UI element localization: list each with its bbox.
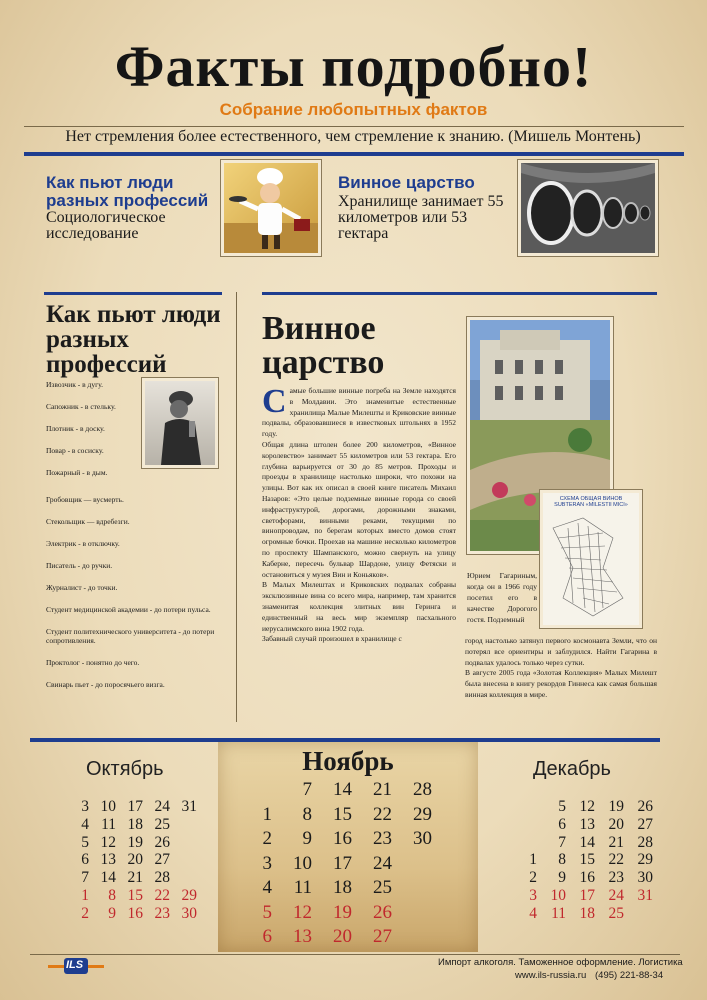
professions-rule (44, 292, 222, 295)
quote-line: Нет стремления более естественного, чем стремление к знанию. (Мишель Монтень) (65, 128, 641, 145)
calendar-empty-cell (508, 834, 537, 852)
profession-item: Пожарный - в дым. (46, 468, 108, 477)
calendar-day[interactable]: 16 (579, 869, 595, 887)
calendar-empty-cell (392, 925, 432, 950)
october-title: Октябрь (86, 758, 164, 780)
calendar-day[interactable]: 13 (100, 851, 116, 869)
chef-icon (224, 163, 318, 253)
calendar-day[interactable]: 31 (181, 798, 197, 815)
professions-list-top (46, 380, 138, 490)
calendar-week-row (232, 778, 432, 803)
profession-item: Извозчик - в дугу. (46, 380, 104, 389)
wine-paragraph-4: Забавный случай произошел в хранилище с (262, 634, 402, 644)
profession-item: Повар - в сосиску. (46, 446, 104, 455)
calendar-day[interactable]: 7 (558, 833, 566, 851)
calendar-day[interactable]: 16 (127, 904, 143, 922)
calendar-empty-cell (508, 816, 537, 834)
november-title: Ноябрь (302, 746, 394, 776)
calendar-day[interactable]: 10 (293, 852, 312, 874)
wine-rule (262, 292, 657, 295)
calendar-day[interactable]: 11 (551, 904, 566, 922)
calendar-day[interactable]: 22 (373, 803, 392, 825)
wine-right-paragraph-1: город настолько затянул первого космонавта Земли, что он потерял все ориентиры и заблудился. Найти Гагарина в подвалах удалось только через сутки. (465, 636, 657, 667)
calendar-day[interactable]: 23 (154, 904, 170, 922)
calendar-day[interactable]: 19 (127, 833, 143, 851)
profession-item: Студент политехнического университета - до потери сопротивления. (46, 627, 215, 645)
profession-item: Проктолог - понятно до чего. (46, 658, 140, 667)
calendar-week-row (508, 851, 653, 869)
profession-item: Сапожник - в стельку. (46, 402, 116, 411)
calendar-day[interactable]: 19 (333, 901, 352, 923)
calendar-day[interactable]: 26 (373, 901, 392, 923)
calendar-week-row (232, 827, 432, 852)
drinker-photo (142, 378, 218, 468)
calendar-week-row (62, 834, 197, 852)
calendar-day[interactable]: 22 (608, 851, 624, 869)
calendar-day[interactable]: 7 (81, 869, 89, 887)
calendar-empty-cell (170, 851, 197, 869)
calendar-day[interactable]: 24 (154, 798, 170, 815)
calendar-day[interactable]: 21 (608, 833, 624, 851)
december-grid (508, 798, 653, 923)
calendar-day[interactable]: 23 (608, 869, 624, 887)
profession-item: Стекольщик — вдребезги. (46, 517, 130, 526)
calendar-day[interactable]: 27 (373, 926, 392, 947)
calendar-day[interactable]: 11 (293, 877, 312, 898)
cellar-map (540, 490, 642, 628)
calendar-day[interactable]: 28 (413, 779, 432, 800)
calendar-day[interactable]: 6 (558, 815, 566, 833)
barrels-icon (521, 163, 655, 253)
calendar-day[interactable]: 25 (608, 904, 624, 922)
drop-cap: С (262, 386, 287, 420)
calendar-day[interactable]: 1 (529, 851, 537, 869)
calendar-day[interactable]: 27 (154, 851, 170, 869)
calendar-day[interactable]: 9 (558, 869, 566, 887)
profession-item: Писатель - до ручки. (46, 561, 113, 570)
footer-services: Импорт алкоголя. Таможенное оформление. Логистика (438, 957, 683, 968)
calendar-day[interactable]: 6 (262, 926, 272, 947)
calendar-day[interactable]: 15 (579, 851, 595, 869)
calendar-day[interactable]: 18 (333, 877, 352, 898)
calendar-day[interactable]: 21 (127, 869, 143, 887)
wine-paragraph-2: Общая длина штолен более 200 километров, «Винное королевство» занимает 55 километров или 53 гектара. Его глубина варьируется от 30 до 85 метров. Проходы и проезды в хранилище настолько широки, что похожи на улицы. Вот как их описал в своей книге писатель Михаил Назаров: «Это целые подземные винные города со своей инфраструктурой, дорогами, дорожными знаками, светофорами, винными реками, текущими по винопроводам, по берегам которых вместо домов стоят огромные бочки. Проехав на машине несколько километров по проспекту Шампанского, можно свернуть на улицу Каберне, пересечь бульвар Шардоне, улицу Фетяски и остановиться у музея Вин и Коньяков». (262, 439, 456, 579)
professions-list-bottom (46, 495, 221, 702)
calendar-day[interactable]: 12 (579, 798, 595, 815)
calendar-week-row (232, 925, 432, 950)
wine-paragraph-1: Самые большие винные погреба на Земле находятся в Молдавии. Это знаменитые естественные хранилища Малые Милешты и Криковские винные подвалы, образовавшиеся в известковых штольнях в 1952 году. (262, 386, 456, 439)
calendar-day[interactable]: 14 (333, 779, 352, 800)
calendar-day[interactable]: 17 (127, 798, 143, 815)
calendar-day[interactable]: 12 (100, 833, 116, 851)
calendar-day[interactable]: 19 (608, 798, 624, 815)
page-title: Факты подробно! (114, 34, 593, 99)
calendar-day[interactable]: 22 (154, 886, 170, 904)
calendar-day[interactable]: 25 (373, 877, 392, 898)
calendar-day[interactable]: 16 (333, 828, 352, 849)
calendar-week-row (62, 851, 197, 869)
calendar-day[interactable]: 5 (262, 901, 272, 923)
profession-item: Электрик - в отключку. (46, 539, 120, 548)
calendar-week-row (508, 869, 653, 887)
calendar-week-row (508, 816, 653, 834)
calendar-week-row (508, 905, 653, 923)
calendar-empty-cell (624, 905, 653, 923)
page-subtitle: Собрание любопытных фактов (219, 100, 488, 119)
calendar-day[interactable]: 2 (81, 904, 89, 922)
calendar-week-row (62, 816, 197, 834)
calendar-day[interactable]: 20 (608, 815, 624, 833)
map-icon (543, 508, 639, 622)
calendar-week-row (62, 869, 197, 887)
wine-heading: Винное царство (262, 310, 385, 381)
calendar-day[interactable]: 30 (181, 904, 197, 922)
profession-item: Свинарь пьет - до поросячьего визга. (46, 680, 165, 689)
calendar-day[interactable]: 31 (637, 886, 653, 904)
profession-item: Студент медицинской академии - до потери пульса. (46, 605, 211, 614)
calendar-day[interactable]: 26 (637, 798, 653, 815)
calendar-day[interactable]: 9 (108, 904, 116, 922)
calendar-day[interactable]: 5 (81, 833, 89, 851)
november-grid (232, 778, 432, 950)
calendar-day[interactable]: 29 (637, 851, 653, 869)
calendar-day[interactable]: 8 (302, 803, 312, 825)
calendar-day[interactable]: 2 (262, 828, 272, 849)
calendar-week-row (62, 905, 197, 923)
november-panel (218, 742, 478, 952)
ils-logo[interactable] (48, 956, 104, 978)
footer-phone: (495) 221-88-34 (595, 970, 664, 981)
calendar-empty-cell (392, 852, 432, 877)
logo-text: ILS (66, 959, 84, 971)
calendar-day[interactable]: 10 (550, 886, 566, 904)
calendar-week-row (62, 798, 197, 816)
calendar-day[interactable]: 20 (333, 926, 352, 947)
professions-heading: Как пьют люди разных профессий (46, 301, 221, 378)
calendar-empty-cell (508, 798, 537, 816)
calendar-week-row (62, 887, 197, 905)
calendar-day[interactable]: 3 (529, 886, 537, 904)
december-title: Декабрь (533, 758, 611, 780)
calendar-day[interactable]: 17 (579, 886, 595, 904)
calendar-day[interactable]: 29 (413, 803, 432, 825)
footer-website-link[interactable]: www.ils-russia.ru (515, 970, 587, 981)
calendar-day[interactable]: 30 (413, 828, 432, 849)
calendar-day[interactable]: 1 (81, 886, 89, 904)
calendar-week-row (232, 876, 432, 901)
chef-illustration (221, 160, 321, 256)
calendar-day[interactable]: 18 (579, 904, 595, 922)
calendar-day[interactable]: 18 (127, 815, 143, 833)
calendar-day[interactable]: 27 (637, 815, 653, 833)
calendar-day[interactable]: 4 (262, 877, 272, 898)
calendar-week-row (232, 852, 432, 877)
calendar-day[interactable]: 3 (262, 852, 272, 874)
october-grid (62, 798, 197, 923)
person-icon (145, 381, 215, 465)
header-blue-rule (24, 152, 684, 156)
calendar-day[interactable]: 3 (81, 798, 89, 815)
calendar-day[interactable]: 24 (373, 852, 392, 874)
teaser-professions-title[interactable]: Как пьют люди разных профессий (46, 173, 209, 210)
calendar-empty-cell (170, 869, 197, 887)
footer-rule (30, 954, 680, 955)
teaser-professions-text: Социологическое исследование (46, 209, 166, 242)
calendar-empty-cell (392, 901, 432, 926)
teaser-wine-text: Хранилище занимает 55 километров или 53 гектара (338, 193, 504, 242)
calendar-empty-cell (232, 778, 272, 803)
map-title: СХЕМА ОБЩАЯ ВИНОВ SUBTERAN «MILESTII MICI» (554, 496, 628, 508)
calendar-day[interactable]: 28 (154, 869, 170, 887)
calendar-empty-cell (170, 816, 197, 834)
calendar-week-row (232, 901, 432, 926)
calendar-day[interactable]: 17 (333, 852, 352, 874)
calendar-week-row (508, 834, 653, 852)
calendar-day[interactable]: 10 (100, 798, 116, 815)
profession-item: Плотник - в доску. (46, 424, 105, 433)
wine-right-paragraph-2: В августе 2005 года «Золотая Коллекция» Малых Милешт была внесена в книгу рекордов Гиннеса как самая большая винная коллекция в мире. (465, 668, 657, 699)
profession-item: Журналист - до точки. (46, 583, 118, 592)
header-thin-rule (24, 126, 684, 127)
calendar-day[interactable]: 26 (154, 833, 170, 851)
wine-paragraph-3: В Малых Милештах и Криковских подвалах собраны эксклюзивные вина со всего мира, например, там хранится знаменитая коллекция элитных вин Геринга и единственный на весь мир экземпляр пасхального иерусалимского вина 1902 года. (262, 580, 456, 633)
calendar-day[interactable]: 15 (333, 803, 352, 825)
calendar-day[interactable]: 14 (579, 833, 595, 851)
profession-item: Гробовщик — вусмерть. (46, 495, 124, 504)
calendar-day[interactable]: 7 (302, 779, 312, 800)
calendar-day[interactable]: 12 (293, 901, 312, 923)
calendar-day[interactable]: 1 (262, 803, 272, 825)
calendar-day[interactable]: 13 (293, 926, 312, 947)
calendar-day[interactable]: 13 (579, 815, 595, 833)
column-divider (236, 292, 237, 722)
calendar-day[interactable]: 5 (558, 798, 566, 815)
calendar-day[interactable]: 2 (529, 869, 537, 887)
calendar-day[interactable]: 4 (81, 815, 89, 833)
calendar-day[interactable]: 15 (127, 886, 143, 904)
calendar-day[interactable]: 14 (100, 869, 116, 887)
calendar-day[interactable]: 4 (529, 904, 537, 922)
wine-right-column (465, 636, 657, 701)
calendar-day[interactable]: 6 (81, 851, 89, 869)
wine-right-top-text: Юрием Гагариным, когда он в 1966 году посетил его в качестве Дорогого гостя. Подземный (467, 571, 537, 624)
calendar-day[interactable]: 9 (302, 828, 312, 849)
calendar-week-row (508, 887, 653, 905)
calendar-day[interactable]: 11 (101, 815, 116, 833)
wine-barrels-photo (518, 160, 658, 256)
wine-article-column (262, 386, 456, 722)
calendar-day[interactable]: 29 (181, 886, 197, 904)
calendar-empty-cell (392, 876, 432, 901)
calendar-day[interactable]: 8 (108, 886, 116, 904)
calendar-week-row (232, 803, 432, 828)
calendar-day[interactable]: 25 (154, 815, 170, 833)
calendar-week-row (508, 798, 653, 816)
calendar-day[interactable]: 20 (127, 851, 143, 869)
calendar-day[interactable]: 24 (608, 886, 624, 904)
calendar-empty-cell (170, 834, 197, 852)
teaser-wine-title[interactable]: Винное царство (338, 173, 475, 192)
calendar-day[interactable]: 28 (637, 833, 653, 851)
calendar-day[interactable]: 8 (558, 851, 566, 869)
calendar-day[interactable]: 30 (637, 869, 653, 887)
calendar-day[interactable]: 21 (373, 779, 392, 800)
calendar-day[interactable]: 23 (373, 828, 392, 849)
